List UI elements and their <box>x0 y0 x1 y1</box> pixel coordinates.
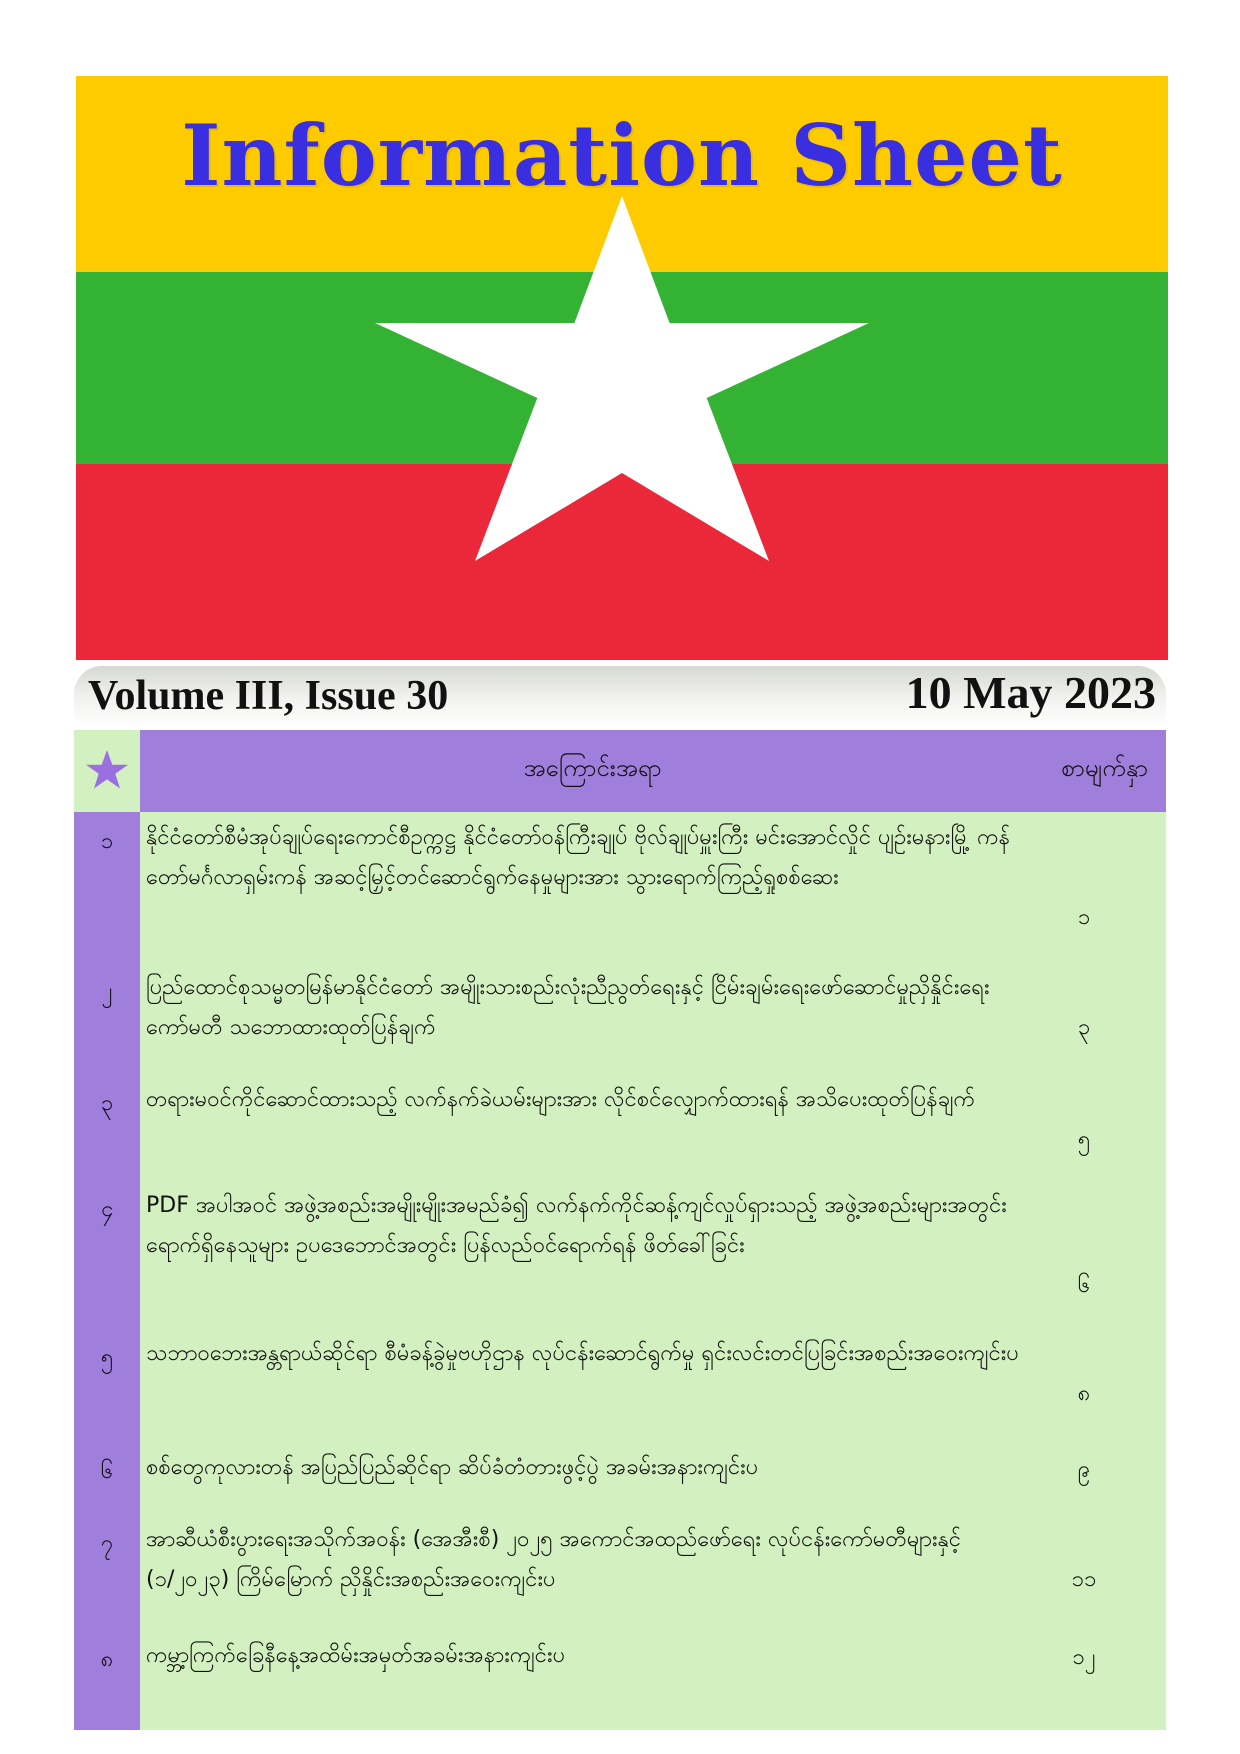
toc-row-page: ၁ <box>1077 905 1091 930</box>
table-of-contents <box>74 730 1166 1730</box>
toc-row[interactable] <box>74 1520 1166 1620</box>
toc-row-number: ၂ <box>101 979 113 1004</box>
toc-row-page: ၈ <box>1077 1381 1091 1406</box>
toc-row[interactable] <box>74 1334 1166 1434</box>
toc-row-title: ကမ္ဘာ့ကြက်ခြေနီနေ့အထိမ်းအမှတ်အခမ်းအနားကျင်းပ <box>146 1643 566 1668</box>
toc-row-number: ၁ <box>100 829 114 854</box>
toc-row-page: ၁၂ <box>1072 1645 1096 1670</box>
toc-row-title: အာဆီယံစီးပွားရေးအသိုက်အဝန်း (အေအီးစီ) ၂၀၂၅ အကောင်အထည်ဖော်ရေး လုပ်ငန်းကော်မတီများနှင့် (၁/၂၀၂၃) ကြိမ်မြောက် ညှိနှိုင်းအစည်းအဝေးကျင်းပ <box>146 1527 962 1592</box>
issue-bar <box>74 666 1166 728</box>
toc-row-number: ၃ <box>100 1091 114 1116</box>
toc-row-number: ၇ <box>100 1531 114 1556</box>
banner-title: Information Sheet <box>181 106 1063 205</box>
toc-row-page: ၁၁ <box>1071 1567 1097 1592</box>
toc-row[interactable] <box>74 1080 1166 1180</box>
toc-header <box>140 730 1166 812</box>
toc-row-title: သဘာဝဘေးအန္တရာယ်ဆိုင်ရာ စီမံခန့်ခွဲမှုဗဟိုဌာန လုပ်ငန်းဆောင်ရွက်မှု ရှင်းလင်းတင်ပြခြင်းအစည်းအဝေးကျင်းပ <box>146 1341 1019 1366</box>
toc-row[interactable] <box>74 968 1166 1068</box>
toc-header-title: အကြောင်းအရာ <box>523 754 662 782</box>
toc-row-number: ၆ <box>100 1459 114 1484</box>
toc-row-title: တရားမဝင်ကိုင်ဆောင်ထားသည့် လက်နက်ခဲယမ်းများအား လိုင်စင်လျှောက်ထားရန် အသိပေးထုတ်ပြန်ချက် <box>146 1087 976 1112</box>
toc-row-number: ၅ <box>100 1345 114 1370</box>
toc-row-page: ၅ <box>1077 1127 1091 1152</box>
toc-row[interactable] <box>74 818 1166 958</box>
toc-header-star-cell <box>74 730 140 812</box>
star-icon <box>74 730 140 812</box>
toc-row-title: PDF အပါအဝင် အဖွဲ့အစည်းအမျိုးမျိုးအမည်ခံ၍ လက်နက်ကိုင်ဆန့်ကျင်လှုပ်ရှားသည့် အဖွဲ့အစည်းများအတွင်း ရောက်ရှိနေသူများ ဥပဒေဘောင်အတွင်း ပြန်လည်ဝင်ရောက်ရန် ဖိတ်ခေါ်ခြင်း <box>146 1193 1007 1258</box>
flag-red-band <box>76 464 1168 660</box>
toc-row[interactable] <box>74 1186 1166 1326</box>
toc-row[interactable] <box>74 1636 1166 1696</box>
toc-row-page: ၃ <box>1077 1015 1091 1040</box>
cover-banner <box>76 76 1168 660</box>
toc-row-page: ၉ <box>1077 1457 1091 1482</box>
toc-row-title: ပြည်ထောင်စုသမ္မတမြန်မာနိုင်ငံတော် အမျိုးသားစည်းလုံးညီညွတ်ရေးနှင့် ငြိမ်းချမ်းရေးဖော်ဆောင်မှုညှိနှိုင်းရေးကော်မတီ သဘောထားထုတ်ပြန်ချက် <box>146 975 990 1040</box>
toc-row-number: ၄ <box>100 1197 114 1222</box>
toc-row[interactable] <box>74 1448 1166 1508</box>
toc-row-title: စစ်တွေကုလားတန် အပြည်ပြည်ဆိုင်ရာ ဆိပ်ခံတံတားဖွင့်ပွဲ အခမ်းအနားကျင်းပ <box>146 1455 759 1480</box>
toc-row-number: ၈ <box>100 1647 114 1672</box>
toc-row-title: နိုင်ငံတော်စီမံအုပ်ချုပ်ရေးကောင်စီဥက္ကဋ္ဌ နိုင်ငံတော်ဝန်ကြီးချုပ် ဗိုလ်ချုပ်မှူးကြီး မင်းအောင်လှိုင် ပျဉ်းမနားမြို့ ကန်တော်မင်္ဂလာရှမ်းကန် အဆင့်မြှင့်တင်ဆောင်ရွက်နေမှုများအား သွားရောက်ကြည့်ရှုစစ်ဆေး <box>146 825 1011 890</box>
volume-issue: Volume III, Issue 30 <box>88 673 449 719</box>
issue-date: 10 May 2023 <box>905 667 1156 718</box>
toc-row-page: ၆ <box>1077 1273 1091 1298</box>
toc-header-page: စာမျက်နှာ <box>1061 754 1148 782</box>
